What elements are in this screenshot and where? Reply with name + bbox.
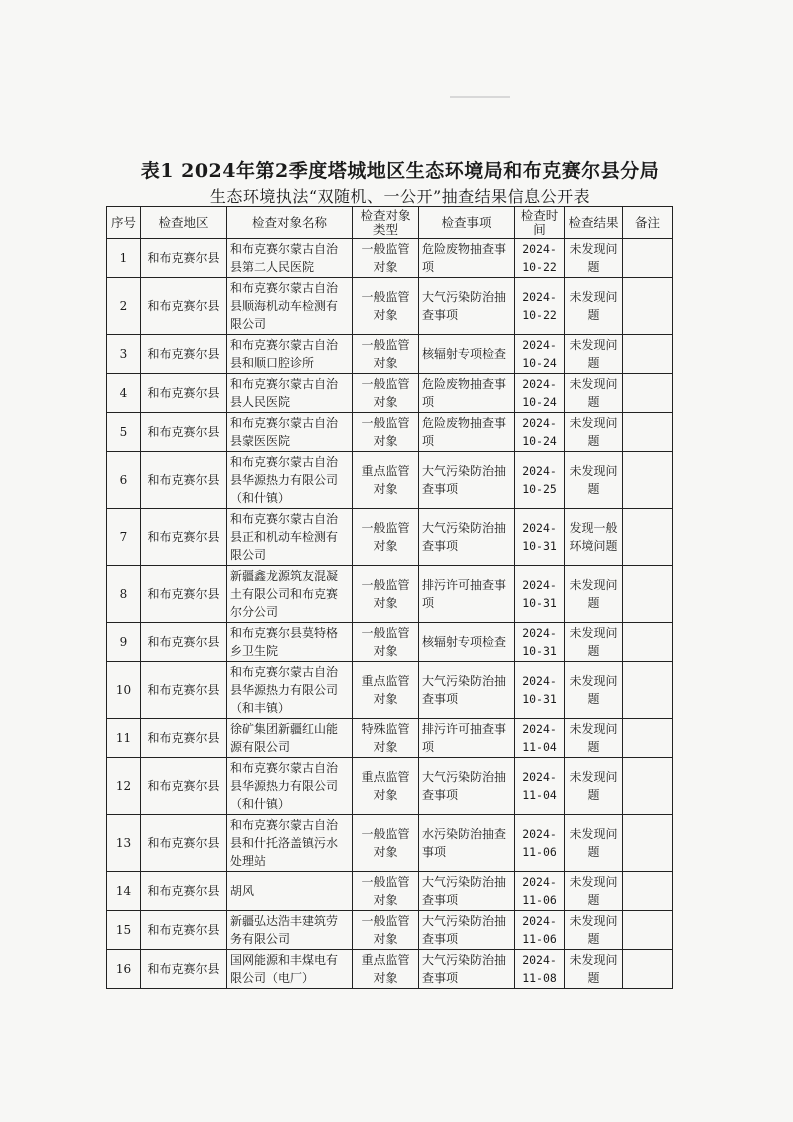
cell-name: 和布克赛尔蒙古自治县和什托洛盖镇污水处理站 [227, 815, 353, 872]
cell-type: 一般监管对象 [353, 566, 419, 623]
cell-note [623, 758, 673, 815]
table-row [107, 815, 673, 872]
cell-name: 徐矿集团新疆红山能源有限公司 [227, 719, 353, 758]
cell-item: 排污许可抽查事项 [419, 719, 515, 758]
cell-item: 核辐射专项检查 [419, 335, 515, 374]
cell-item: 核辐射专项检查 [419, 623, 515, 662]
cell-date: 2024-11-04 [515, 719, 565, 758]
cell-type: 重点监管对象 [353, 758, 419, 815]
cell-name: 和布克赛尔蒙古自治县第二人民医院 [227, 239, 353, 278]
cell-name: 和布克赛尔蒙古自治县和顺口腔诊所 [227, 335, 353, 374]
cell-note [623, 413, 673, 452]
page-subtitle: 生态环境执法“双随机、一公开”抽查结果信息公开表 [209, 187, 591, 206]
cell-name: 新疆弘达浩丰建筑劳务有限公司 [227, 911, 353, 950]
header-date: 检查时间 [515, 207, 565, 239]
cell-type: 一般监管对象 [353, 911, 419, 950]
cell-result: 未发现问题 [565, 758, 623, 815]
table-header-row [107, 207, 673, 239]
cell-no: 16 [107, 950, 141, 989]
cell-item: 大气污染防治抽查事项 [419, 278, 515, 335]
cell-note [623, 335, 673, 374]
cell-result: 未发现问题 [565, 872, 623, 911]
cell-no: 3 [107, 335, 141, 374]
cell-date: 2024-10-31 [515, 623, 565, 662]
cell-region: 和布克赛尔县 [141, 239, 227, 278]
cell-type: 一般监管对象 [353, 509, 419, 566]
cell-name: 胡风 [227, 872, 353, 911]
cell-item: 大气污染防治抽查事项 [419, 950, 515, 989]
cell-region: 和布克赛尔县 [141, 413, 227, 452]
cell-region: 和布克赛尔县 [141, 911, 227, 950]
cell-no: 11 [107, 719, 141, 758]
cell-result: 未发现问题 [565, 278, 623, 335]
table-row [107, 413, 673, 452]
cell-item: 水污染防治抽查事项 [419, 815, 515, 872]
results-table [106, 206, 673, 989]
cell-note [623, 452, 673, 509]
cell-item: 大气污染防治抽查事项 [419, 758, 515, 815]
cell-date: 2024-10-22 [515, 239, 565, 278]
cell-result: 未发现问题 [565, 452, 623, 509]
cell-no: 10 [107, 662, 141, 719]
table-row [107, 719, 673, 758]
header-type: 检查对象类型 [353, 207, 419, 239]
cell-region: 和布克赛尔县 [141, 950, 227, 989]
cell-type: 特殊监管对象 [353, 719, 419, 758]
cell-date: 2024-11-06 [515, 911, 565, 950]
cell-note [623, 662, 673, 719]
cell-name: 和布克赛尔蒙古自治县顺海机动车检测有限公司 [227, 278, 353, 335]
scan-mark [450, 96, 510, 98]
cell-region: 和布克赛尔县 [141, 662, 227, 719]
cell-note [623, 815, 673, 872]
cell-name: 和布克赛尔蒙古自治县华源热力有限公司（和什镇） [227, 758, 353, 815]
cell-type: 重点监管对象 [353, 662, 419, 719]
cell-type: 一般监管对象 [353, 872, 419, 911]
cell-type: 一般监管对象 [353, 413, 419, 452]
cell-item: 排污许可抽查事项 [419, 566, 515, 623]
cell-type: 一般监管对象 [353, 335, 419, 374]
cell-note [623, 566, 673, 623]
cell-item: 危险废物抽查事项 [419, 413, 515, 452]
cell-type: 一般监管对象 [353, 278, 419, 335]
cell-result: 未发现问题 [565, 413, 623, 452]
cell-date: 2024-11-08 [515, 950, 565, 989]
cell-type: 一般监管对象 [353, 239, 419, 278]
cell-name: 和布克赛尔蒙古自治县华源热力有限公司（和丰镇） [227, 662, 353, 719]
cell-result: 未发现问题 [565, 950, 623, 989]
table-row [107, 509, 673, 566]
cell-type: 重点监管对象 [353, 950, 419, 989]
cell-region: 和布克赛尔县 [141, 278, 227, 335]
cell-type: 一般监管对象 [353, 815, 419, 872]
cell-note [623, 278, 673, 335]
cell-result: 未发现问题 [565, 815, 623, 872]
cell-note [623, 509, 673, 566]
table-row [107, 278, 673, 335]
cell-name: 和布克赛尔蒙古自治县人民医院 [227, 374, 353, 413]
table-row [107, 662, 673, 719]
cell-note [623, 950, 673, 989]
cell-result: 未发现问题 [565, 623, 623, 662]
cell-region: 和布克赛尔县 [141, 872, 227, 911]
cell-item: 大气污染防治抽查事项 [419, 452, 515, 509]
header-item: 检查事项 [419, 207, 515, 239]
cell-date: 2024-10-31 [515, 662, 565, 719]
cell-no: 1 [107, 239, 141, 278]
cell-no: 8 [107, 566, 141, 623]
cell-date: 2024-11-06 [515, 872, 565, 911]
cell-result: 发现一般环境问题 [565, 509, 623, 566]
cell-name: 和布克赛尔县莫特格乡卫生院 [227, 623, 353, 662]
cell-no: 7 [107, 509, 141, 566]
table-row [107, 374, 673, 413]
cell-name: 国网能源和丰煤电有限公司（电厂） [227, 950, 353, 989]
header-no: 序号 [107, 207, 141, 239]
table-row [107, 911, 673, 950]
cell-region: 和布克赛尔县 [141, 623, 227, 662]
table-row [107, 872, 673, 911]
cell-region: 和布克赛尔县 [141, 815, 227, 872]
table-row [107, 452, 673, 509]
cell-no: 15 [107, 911, 141, 950]
cell-name: 和布克赛尔蒙古自治县正和机动车检测有限公司 [227, 509, 353, 566]
cell-item: 大气污染防治抽查事项 [419, 872, 515, 911]
table-row [107, 239, 673, 278]
header-result: 检查结果 [565, 207, 623, 239]
cell-no: 14 [107, 872, 141, 911]
cell-date: 2024-10-31 [515, 566, 565, 623]
cell-no: 6 [107, 452, 141, 509]
cell-region: 和布克赛尔县 [141, 719, 227, 758]
cell-date: 2024-10-24 [515, 335, 565, 374]
cell-no: 13 [107, 815, 141, 872]
cell-date: 2024-10-25 [515, 452, 565, 509]
cell-result: 未发现问题 [565, 566, 623, 623]
cell-region: 和布克赛尔县 [141, 452, 227, 509]
cell-type: 一般监管对象 [353, 623, 419, 662]
cell-name: 和布克赛尔蒙古自治县华源热力有限公司（和什镇） [227, 452, 353, 509]
cell-item: 危险废物抽查事项 [419, 374, 515, 413]
header-note: 备注 [623, 207, 673, 239]
cell-region: 和布克赛尔县 [141, 758, 227, 815]
table-body [107, 239, 673, 989]
cell-region: 和布克赛尔县 [141, 566, 227, 623]
table-row [107, 623, 673, 662]
table-row [107, 950, 673, 989]
cell-item: 大气污染防治抽查事项 [419, 662, 515, 719]
cell-no: 5 [107, 413, 141, 452]
cell-no: 12 [107, 758, 141, 815]
cell-date: 2024-10-24 [515, 374, 565, 413]
cell-name: 新疆鑫龙源筑友混凝土有限公司和布克赛尔分公司 [227, 566, 353, 623]
cell-note [623, 872, 673, 911]
cell-name: 和布克赛尔蒙古自治县蒙医医院 [227, 413, 353, 452]
cell-type: 一般监管对象 [353, 374, 419, 413]
table-row [107, 758, 673, 815]
cell-item: 大气污染防治抽查事项 [419, 911, 515, 950]
table-row [107, 566, 673, 623]
header-name: 检查对象名称 [227, 207, 353, 239]
cell-date: 2024-10-31 [515, 509, 565, 566]
table-row [107, 335, 673, 374]
cell-note [623, 719, 673, 758]
cell-note [623, 911, 673, 950]
cell-note [623, 374, 673, 413]
cell-result: 未发现问题 [565, 239, 623, 278]
cell-note [623, 239, 673, 278]
cell-result: 未发现问题 [565, 911, 623, 950]
cell-item: 危险废物抽查事项 [419, 239, 515, 278]
cell-type: 重点监管对象 [353, 452, 419, 509]
cell-date: 2024-11-06 [515, 815, 565, 872]
cell-date: 2024-10-24 [515, 413, 565, 452]
cell-region: 和布克赛尔县 [141, 509, 227, 566]
cell-result: 未发现问题 [565, 374, 623, 413]
cell-result: 未发现问题 [565, 662, 623, 719]
cell-item: 大气污染防治抽查事项 [419, 509, 515, 566]
cell-date: 2024-10-22 [515, 278, 565, 335]
cell-region: 和布克赛尔县 [141, 374, 227, 413]
header-region: 检查地区 [141, 207, 227, 239]
cell-note [623, 623, 673, 662]
cell-result: 未发现问题 [565, 335, 623, 374]
page-title: 表1 2024年第2季度塔城地区生态环境局和布克赛尔县分局 [140, 160, 660, 182]
cell-result: 未发现问题 [565, 719, 623, 758]
cell-no: 9 [107, 623, 141, 662]
cell-date: 2024-11-04 [515, 758, 565, 815]
cell-no: 4 [107, 374, 141, 413]
cell-region: 和布克赛尔县 [141, 335, 227, 374]
cell-no: 2 [107, 278, 141, 335]
